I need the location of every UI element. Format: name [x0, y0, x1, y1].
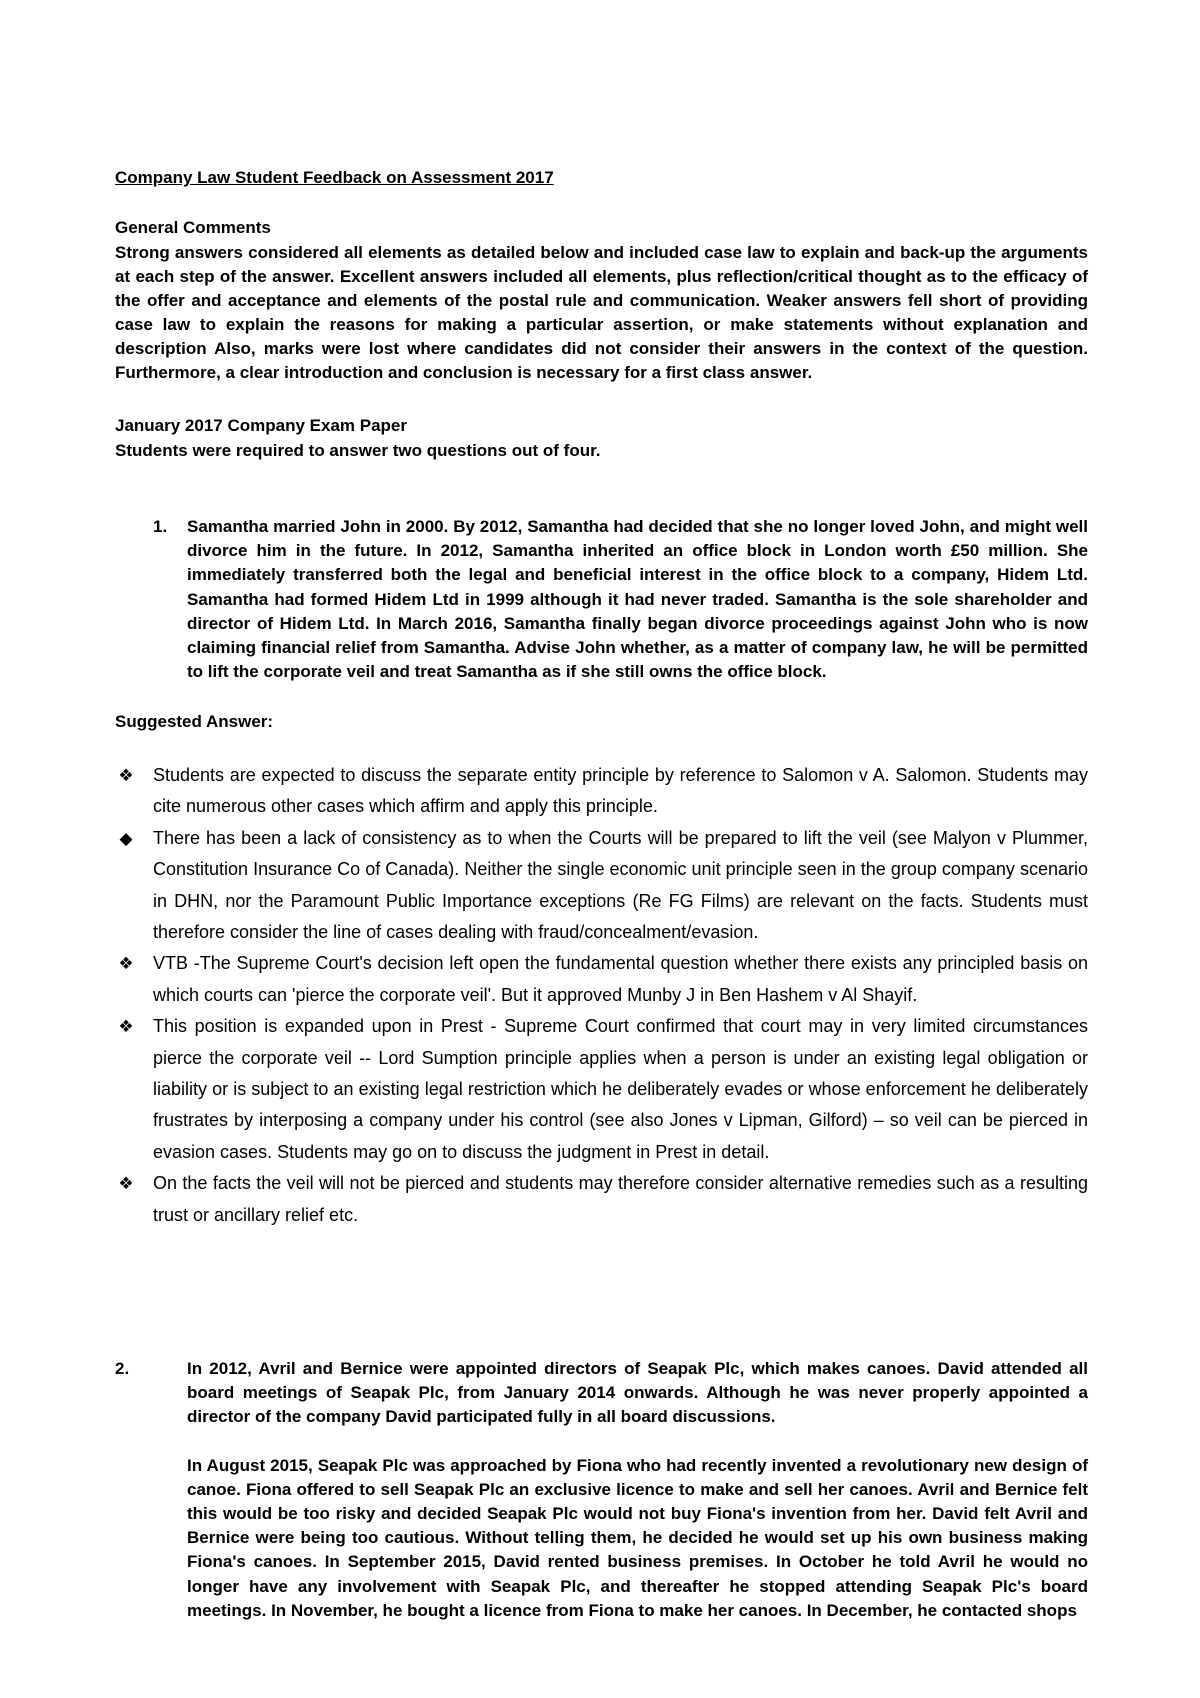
- list-item: [115, 823, 1088, 949]
- diamond-bullet-icon: ❖: [118, 1174, 134, 1194]
- question-2: [115, 1357, 1088, 1623]
- list-item: [115, 760, 1088, 823]
- general-comments-heading: General Comments: [115, 218, 271, 237]
- list-item: [115, 1168, 1088, 1231]
- solid-diamond-bullet-icon: ◆: [119, 828, 133, 848]
- exam-instructions: Students were required to answer two questions out of four.: [115, 441, 601, 460]
- question-2-paragraph-1: In 2012, Avril and Bernice were appointed directors of Seapak Plc, which makes canoes. David attended all board meetings of Seapak Plc, from January 2014 onwards. Although he was never properly appointed a director of the company David participated fully in all board discussions.: [187, 1359, 1088, 1427]
- list-item-text: VTB -The Supreme Court's decision left open the fundamental question whether there exists any principled basis on which courts can 'pierce the corporate veil'. But it approved Munby J in Ben Hashem v Al Shayif.: [153, 953, 1088, 1005]
- diamond-bullet-icon: ❖: [118, 1017, 134, 1037]
- diamond-bullet-icon: ❖: [118, 766, 134, 785]
- question-2-number: 2.: [115, 1359, 130, 1378]
- question-2-paragraph-2: In August 2015, Seapak Plc was approached by Fiona who had recently invented a revolutionary new design of canoe. Fiona offered to sell Seapak Plc an exclusive licence to make and sell her canoes. Avril and Bernice felt this would be too risky and decided Seapak Plc would not buy Fiona's invention from her. David felt Avril and Bernice were being too cautious. Without telling them, he decided he would set up his own business making Fiona's canoes. In September 2015, David rented business premises. In October he told Avril he would no longer have any involvement with Seapak Plc, and thereafter he stopped attending Seapak Plc's board meetings. In November, he bought a licence from Fiona to make her canoes. In December, he contacted shops: [187, 1455, 1088, 1620]
- list-item: [115, 1011, 1088, 1168]
- general-comments-body: Strong answers considered all elements as detailed below and included case law to explain and back-up the arguments at each step of the answer. Excellent answers included all elements, plus reflection/critical thought as to the efficacy of the offer and acceptance and elements of the postal rule and communication. Weaker answers fell short of providing case law to explain the reasons for making a particular assertion, or make statements without explanation and description Also, marks were lost where candidates did not consider their answers in the context of the question. Furthermore, a clear introduction and conclusion is necessary for a first class answer.: [115, 243, 1088, 382]
- question-1: [115, 515, 1088, 684]
- list-item: [115, 948, 1088, 1011]
- exam-paper-title: January 2017 Company Exam Paper: [115, 416, 407, 435]
- diamond-bullet-icon: ❖: [118, 954, 134, 974]
- list-item-text: On the facts the veil will not be pierced and students may therefore consider alternative remedies such as a resulting trust or ancillary relief etc.: [153, 1173, 1088, 1225]
- suggested-answer-list: [115, 760, 1088, 1231]
- suggested-answer-heading: Suggested Answer:: [115, 712, 274, 731]
- question-1-number: 1.: [153, 517, 168, 536]
- question-1-text: Samantha married John in 2000. By 2012, Samantha had decided that she no longer loved John, and might well divorce him in the future. In 2012, Samantha inherited an office block in London worth £50 million. She immediately transferred both the legal and beneficial interest in the office block to a company, Hidem Ltd. Samantha had formed Hidem Ltd in 1999 although it had never traded. Samantha is the sole shareholder and director of Hidem Ltd. In March 2016, Samantha finally began divorce proceedings against John who is now claiming financial relief from Samantha. Advise John whether, as a matter of company law, he will be permitted to lift the corporate veil and treat Samantha as if she still owns the office block.: [187, 517, 1088, 682]
- list-item-text: Students are expected to discuss the separate entity principle by reference to Salomon v A. Salomon. Students may cite numerous other cases which affirm and apply this principle.: [153, 765, 1088, 817]
- document-title: Company Law Student Feedback on Assessment 2017: [115, 168, 554, 187]
- list-item-text: There has been a lack of consistency as to when the Courts will be prepared to lift the veil (see Malyon v Plummer, Constitution Insurance Co of Canada). Neither the single economic unit principle seen in the group company scenario in DHN, nor the Paramount Public Importance exceptions (Re FG Films) are relevant on the facts. Students must therefore consider the line of cases dealing with fraud/concealment/evasion.: [153, 827, 1088, 943]
- list-item-text: This position is expanded upon in Prest - Supreme Court confirmed that court may in very limited circumstances pierce the corporate veil -- Lord Sumption principle applies when a person is under an existing legal obligation or liability or is subject to an existing legal restriction which he deliberately evades or whose enforcement he deliberately frustrates by interposing a company under his control (see also Jones v Lipman, Gilford) – so veil can be pierced in evasion cases. Students may go on to discuss the judgment in Prest in detail.: [153, 1016, 1088, 1162]
